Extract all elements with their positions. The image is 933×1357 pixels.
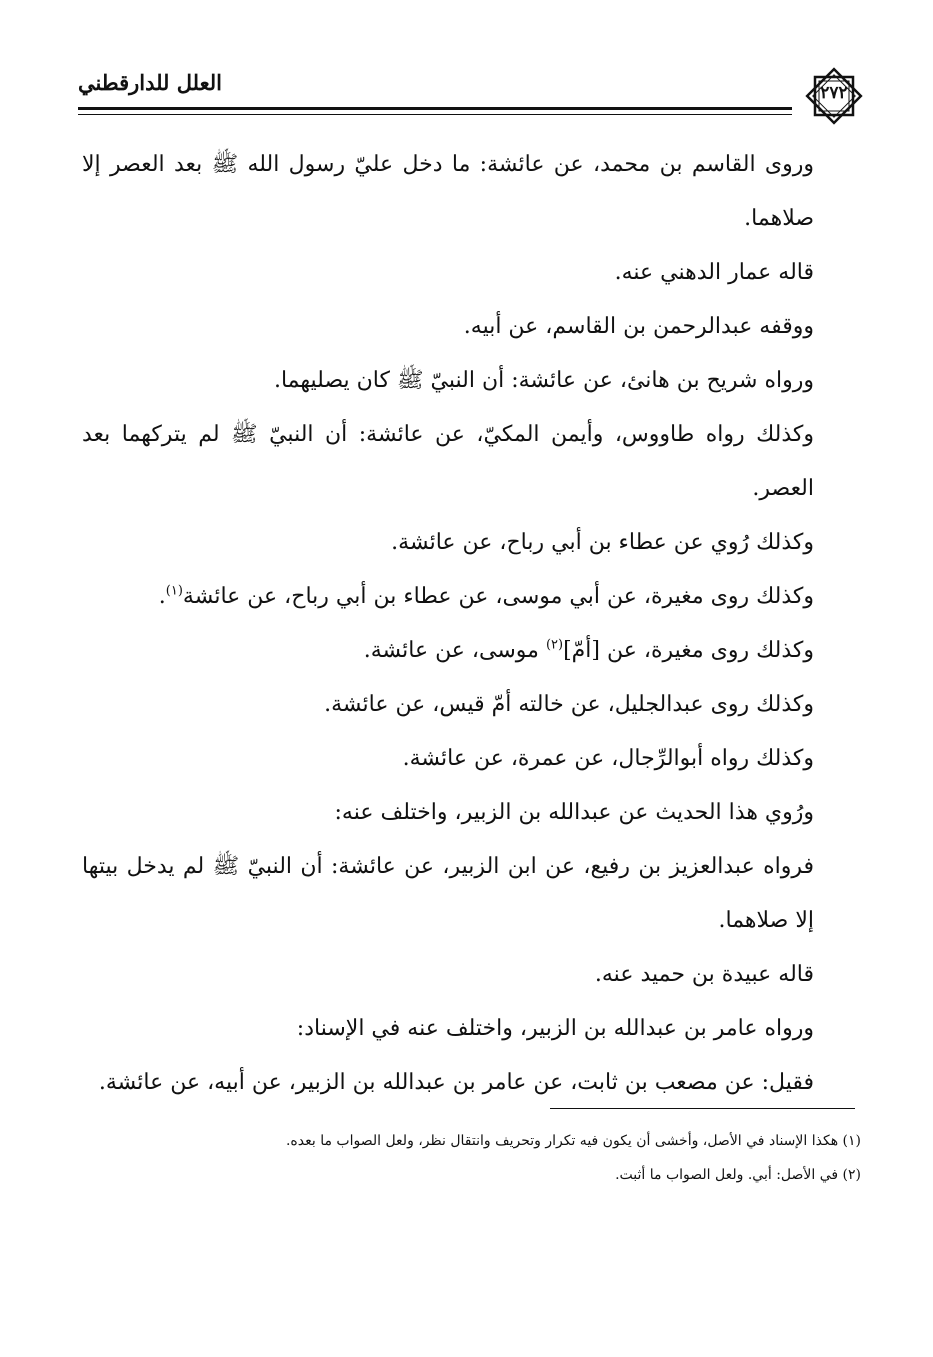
paragraph: وكذلك رواه أبوالرِّجال، عن عمرة، عن عائشة. (402, 746, 814, 771)
footnotes (81, 1124, 861, 1192)
paragraph: فقيل: عن مصعب بن ثابت، عن عامر بن عبدالله بن الزبير، عن أبيه، عن عائشة. (98, 1070, 814, 1095)
paragraph (82, 570, 862, 624)
paragraph-rest: موسى، عن عائشة. (363, 638, 546, 663)
paragraph: وروى القاسم بن محمد، عن عائشة: ما دخل عليّ رسول الله ﷺ بعد العصر إلا صلاهما. (82, 152, 815, 231)
main-text (82, 138, 862, 1110)
paragraph: قاله عمار الدهني عنه. (614, 260, 814, 285)
paragraph (82, 624, 862, 678)
header-rule-thick (78, 107, 792, 110)
page-number-badge (802, 64, 866, 128)
paragraph: ورواه شريح بن هانئ، عن عائشة: أن النبيّ ﷺ كان يصليهما. (273, 368, 814, 393)
paragraph: ورُوي هذا الحديث عن عبدالله بن الزبير، واختلف عنه: (334, 800, 814, 825)
paragraph: قاله عبيدة بن حميد عنه. (594, 962, 814, 987)
paragraph: فرواه عبدالعزيز بن رفيع، عن ابن الزبير، عن عائشة: أن النبيّ ﷺ لم يدخل بيتها إلا صلاهما. (82, 854, 814, 933)
page-header (78, 62, 868, 126)
paragraph: ووقفه عبدالرحمن بن القاسم، عن أبيه. (463, 314, 814, 339)
paragraph: وكذلك رُوي عن عطاء بن أبي رباح، عن عائشة. (391, 530, 814, 555)
paragraph: وكذلك رواه طاووس، وأيمن المكيّ، عن عائشة: أن النبيّ ﷺ لم يتركهما بعد العصر. (82, 422, 814, 501)
paragraph-end: . (158, 584, 166, 609)
paragraph-text: وكذلك روى مغيرة، عن أبي موسى، عن عطاء بن أبي رباح، عن عائشة (182, 584, 814, 609)
footnote-separator (550, 1108, 855, 1109)
paragraph-text: وكذلك روى مغيرة، عن [أمّ] (563, 638, 814, 663)
paragraph: ورواه عامر بن عبدالله بن الزبير، واختلف عنه في الإسناد: (296, 1016, 814, 1041)
paragraph: وكذلك روى عبدالجليل، عن خالته أمّ قيس، عن عائشة. (324, 692, 814, 717)
page-number: ٢٧٢ (820, 83, 848, 103)
header-rule-thin (78, 114, 792, 115)
footnote-1: (١) هكذا الإسناد في الأصل، وأخشى أن يكون فيه تكرار وتحريف وانتقال نظر، ولعل الصواب ما بعده. (285, 1133, 861, 1149)
footnote-2: (٢) في الأصل: أبي. ولعل الصواب ما أثبت. (615, 1167, 861, 1183)
footnote-ref-2: (٢) (545, 637, 564, 653)
running-title: العلل للدارقطني (78, 70, 222, 95)
footnote-ref-1: (١) (165, 583, 183, 599)
